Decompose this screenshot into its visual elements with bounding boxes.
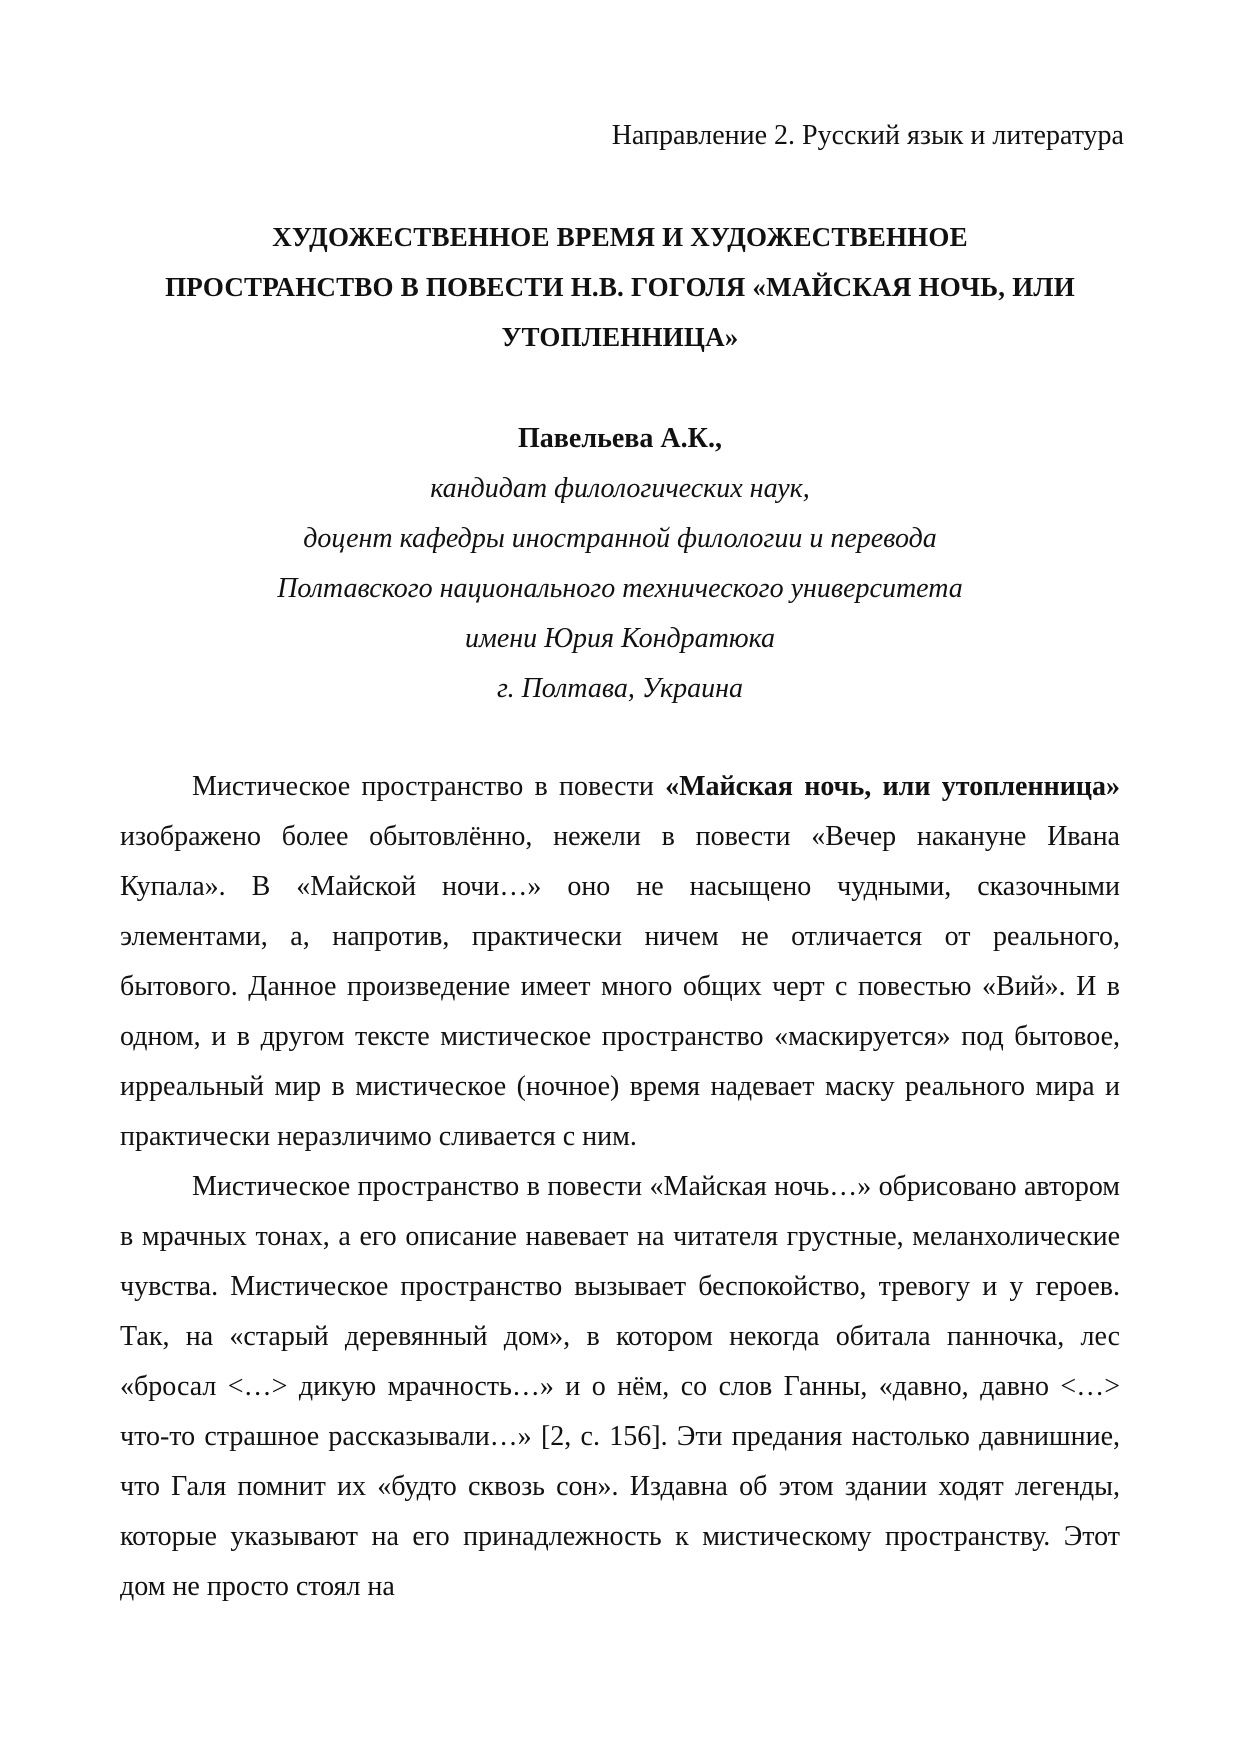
paragraph-text: изображено более обытовлённо, нежели в повести «Вечер накануне Ивана Купала». В «Майской ночи…» оно не насыщено чудными, сказочными элементами, а, напротив, практически ничем не отличается от реального, бытового. Данное произведение имеет много общих черт с повестью «Вий». И в одном, и в другом тексте мистическое пространство «маскируется» под бытовое, ирреальный мир в мистическое (ночное) время надевает маску реального мира и практически неразличимо сливается с ним. <box>120 821 1120 1152</box>
author-name: Павельева А.К., <box>518 423 722 454</box>
author-block <box>110 414 1130 714</box>
paragraph: Мистическое пространство в повести «Майская ночь…» обрисовано автором в мрачных тонах, а его описание навевает на читателя грустные, меланхолические чувства. Мистическое пространство вызывает беспокойство, тревогу и у героев. Так, на «старый деревянный дом», в котором некогда обитала панночка, лес «бросал <…> дикую мрачность…» и о нём, со слов Ганны, «давно, давно <…> что-то страшное рассказывали…» [2, с. 156]. Эти предания настолько давнишние, что Галя помнит их «будто сквозь сон». Издавна об этом здании ходят легенды, которые указывают на его принадлежность к мистическому пространству. Этот дом не просто стоял на <box>120 1171 1120 1602</box>
author-degree: кандидат филологических наук, <box>430 473 810 504</box>
article-title <box>110 212 1130 362</box>
author-university: Полтавского национального технического университета <box>277 573 963 604</box>
section-header: Направление 2. Русский язык и литература <box>611 120 1124 151</box>
title-line: ПРОСТРАНСТВО В ПОВЕСТИ Н.В. ГОГОЛЯ «МАЙСКАЯ НОЧЬ, ИЛИ <box>165 272 1075 302</box>
author-location: г. Полтава, Украина <box>497 673 743 704</box>
paragraph <box>120 762 1120 1162</box>
author-university-name: имени Юрия Кондратюка <box>464 623 776 654</box>
article-body <box>120 762 1120 1612</box>
work-title-bold: «Майская ночь, или утопленница» <box>665 771 1120 802</box>
paragraph-lead: Мистическое пространство в повести <box>192 771 666 802</box>
author-position: доцент кафедры иностранной филологии и перевода <box>303 523 937 554</box>
title-line: УТОПЛЕННИЦА» <box>501 322 739 352</box>
title-line: ХУДОЖЕСТВЕННОЕ ВРЕМЯ И ХУДОЖЕСТВЕННОЕ <box>272 222 968 252</box>
